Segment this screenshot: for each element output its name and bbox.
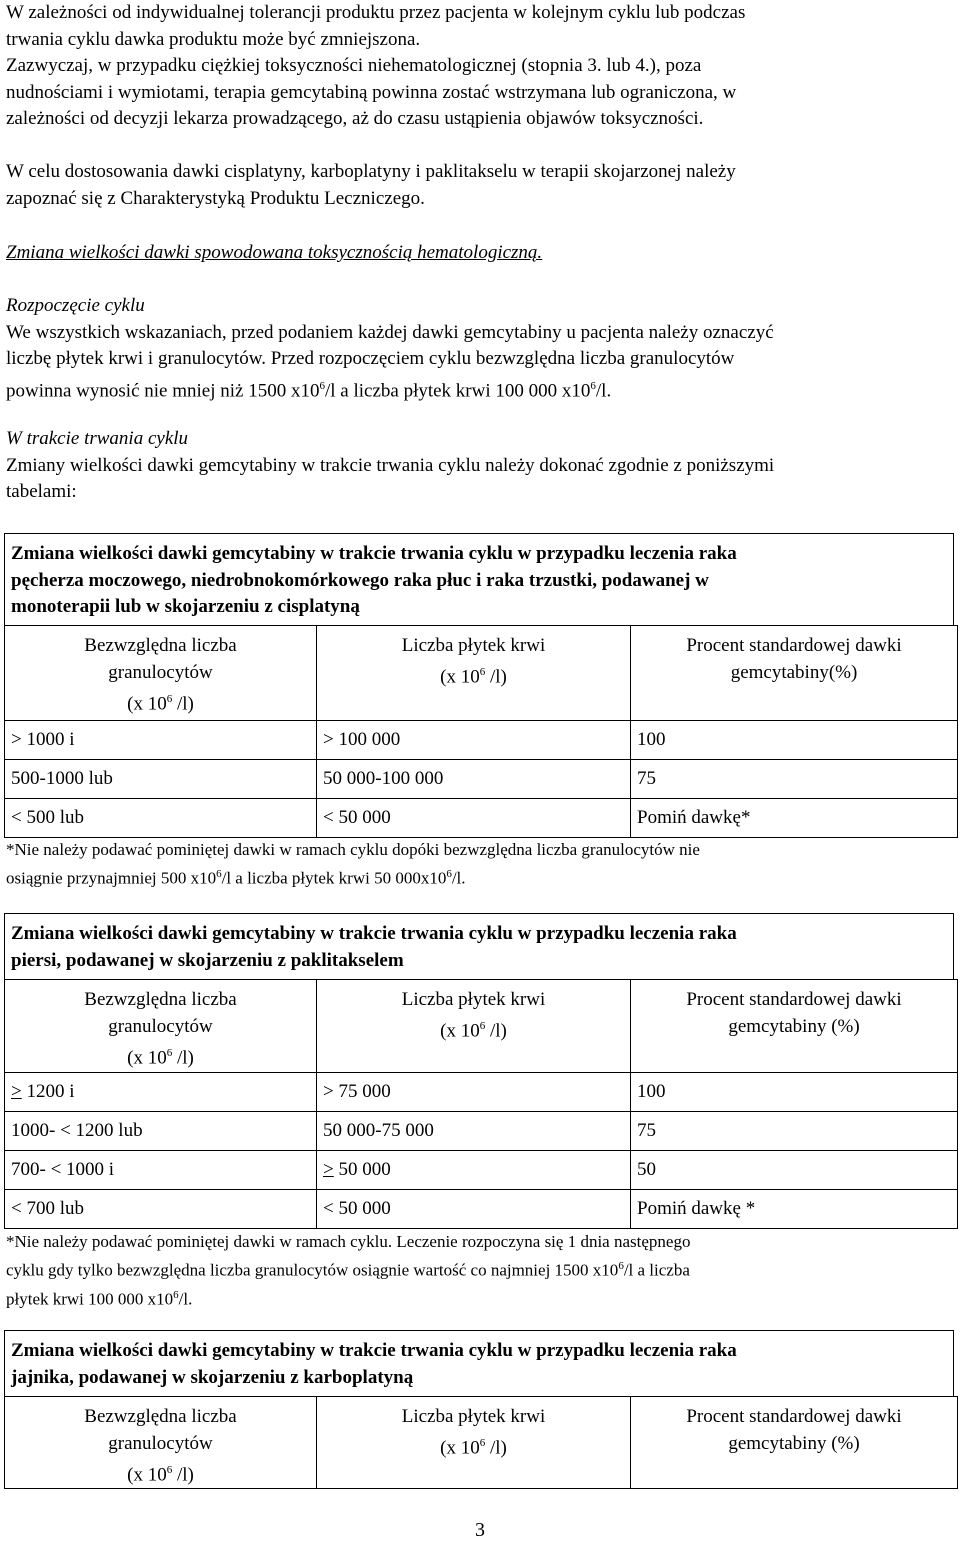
combination-paragraph [6, 159, 956, 212]
text-fragment: powinna wynosić nie mniej niż 1500 x10 [6, 379, 320, 401]
header-line: Liczba płytek krwi [401, 635, 546, 656]
text-line [6, 1283, 956, 1312]
cell-dose-percent: Pomiń dawkę * [631, 1190, 958, 1229]
header-line [323, 1430, 624, 1461]
superscript: 6 [446, 868, 452, 880]
cycle-start-section [6, 293, 956, 404]
text-fragment: /l) [172, 1464, 194, 1486]
header-line: granulocytów [108, 662, 213, 683]
header-line: Liczba płytek krwi [401, 1406, 546, 1427]
text-fragment: 1200 i [21, 1081, 75, 1102]
text-fragment: /l) [485, 1020, 507, 1042]
table2 [4, 979, 958, 1229]
header-line: Liczba płytek krwi [401, 989, 546, 1010]
header-line [11, 1040, 310, 1071]
header-line [323, 659, 624, 690]
cell-dose-percent: 50 [631, 1151, 958, 1190]
cell-platelets: < 50 000 [317, 1190, 631, 1229]
superscript: 6 [618, 1260, 624, 1272]
header-line: gemcytabiny(%) [730, 662, 858, 683]
cell-platelets: 50 000-75 000 [317, 1112, 631, 1151]
text-line: pęcherza moczowego, niedrobnokomórkowego raka płuc i raka trzustki, podawanej w [11, 569, 709, 591]
cell-dose-percent: 75 [631, 760, 958, 799]
header-line: Bezwzględna liczba [84, 635, 237, 656]
text-line: jajnika, podawanej w skojarzeniu z karboplatyną [11, 1366, 414, 1388]
table-row [5, 760, 958, 799]
text-line: Zmiana wielkości dawki gemcytabiny w trakcie trwania cyklu w przypadku leczenia raka [11, 923, 737, 944]
superscript: 6 [479, 1437, 486, 1449]
table-row [5, 1073, 958, 1112]
table1 [4, 625, 958, 838]
header-line [11, 686, 310, 717]
header-platelets [317, 626, 631, 721]
cell-dose-percent: Pomiń dawkę* [631, 799, 958, 838]
text-line [6, 862, 956, 891]
cell-dose-percent: 100 [631, 1073, 958, 1112]
text-line: zapoznać się z Charakterystyką Produktu Leczniczego. [6, 187, 425, 209]
header-line: Procent standardowej dawki [686, 635, 902, 656]
cell-dose-percent: 100 [631, 721, 958, 760]
header-dose-percent [631, 626, 958, 721]
cell-granulocytes [5, 1073, 317, 1112]
header-line: Procent standardowej dawki [686, 1406, 902, 1427]
cell-granulocytes: > 1000 i [5, 721, 317, 760]
cell-granulocytes: < 500 lub [5, 799, 317, 838]
text-line: *Nie należy podawać pominiętej dawki w ramach cyklu dopóki bezwzględna liczba granulocytów nie [6, 840, 700, 859]
during-cycle-section [6, 426, 956, 506]
header-line: granulocytów [108, 1433, 213, 1454]
during-cycle-heading: W trakcie trwania cyklu [6, 428, 189, 449]
table-header-row [5, 980, 958, 1073]
cell-granulocytes: < 700 lub [5, 1190, 317, 1229]
text-line: nudnościami i wymiotami, terapia gemcytabiną powinna zostać wstrzymana lub ograniczona, w [6, 81, 737, 103]
text-line: W zależności od indywidualnej tolerancji produktu przez pacjenta w kolejnym cyklu lub podczas [6, 2, 746, 23]
intro-paragraph [6, 0, 956, 133]
cell-platelets: < 50 000 [317, 799, 631, 838]
table-row [5, 799, 958, 838]
page-number: 3 [475, 1519, 485, 1541]
text-line [6, 1254, 956, 1283]
text-fragment: /l a liczba płytek krwi 50 000x10 [221, 868, 447, 888]
text-line [6, 373, 956, 405]
text-fragment: (x 10 [440, 666, 480, 688]
text-line: Zazwyczaj, w przypadku ciężkiej toksyczności niehematologicznej (stopnia 3. lub 4.), poza [6, 55, 702, 76]
table3 [4, 1396, 958, 1489]
table-row [5, 1151, 958, 1190]
table-row [5, 1190, 958, 1229]
table2-title [4, 913, 954, 980]
text-fragment: (x 10 [440, 1437, 480, 1459]
header-dose-percent [631, 1397, 958, 1489]
superscript: 6 [173, 1288, 179, 1301]
header-granulocytes [5, 980, 317, 1073]
text-line: liczbę płytek krwi i granulocytów. Przed rozpoczęciem cyklu bezwzględna liczba granulocytów [6, 348, 735, 369]
text-line: monoterapii lub w skojarzeniu z cisplatyną [11, 596, 360, 617]
table3-title [4, 1330, 954, 1397]
text-line: We wszystkich wskazaniach, przed podaniem każdej dawki gemcytabiny u pacjenta należy oznaczyć [6, 321, 774, 343]
cell-platelets: > 75 000 [317, 1073, 631, 1112]
header-line: Bezwzględna liczba [84, 989, 237, 1010]
table1-footnote [6, 838, 956, 891]
table2-footnote [6, 1230, 956, 1311]
cell-granulocytes: 1000- < 1200 lub [5, 1112, 317, 1151]
cell-platelets [317, 1151, 631, 1190]
text-fragment: (x 10 [127, 1464, 167, 1486]
header-granulocytes [5, 626, 317, 721]
text-line: trwania cyklu dawka produktu może być zmniejszona. [6, 28, 421, 50]
text-fragment: /l. [178, 1289, 193, 1309]
cell-platelets: 50 000-100 000 [317, 760, 631, 799]
header-line: gemcytabiny (%) [728, 1433, 860, 1454]
superscript: 6 [166, 693, 173, 705]
header-line: Bezwzględna liczba [84, 1406, 237, 1427]
text-line: piersi, podawanej w skojarzeniu z paklitakselem [11, 949, 404, 971]
text-fragment: (x 10 [127, 693, 167, 715]
text-fragment: /l. [451, 868, 466, 888]
cell-granulocytes: 700- < 1000 i [5, 1151, 317, 1190]
text-line: Zmiana wielkości dawki gemcytabiny w trakcie trwania cyklu w przypadku leczenia raka [11, 543, 737, 564]
text-fragment: cyklu gdy tylko bezwzględna liczba granulocytów osiągnie wartość co najmniej 1500 x10 [6, 1260, 619, 1280]
text-fragment: /l. [595, 379, 612, 401]
text-line: zależności od decyzji lekarza prowadzącego, aż do czasu ustąpienia objawów toksyczności. [6, 108, 704, 129]
text-fragment: (x 10 [127, 1047, 167, 1069]
header-line: Procent standardowej dawki [686, 989, 902, 1010]
ge-symbol: > [11, 1081, 22, 1102]
text-line: *Nie należy podawać pominiętej dawki w ramach cyklu. Leczenie rozpoczyna się 1 dnia następnego [6, 1232, 691, 1251]
header-line: granulocytów [108, 1016, 213, 1037]
text-line: Zmiany wielkości dawki gemcytabiny w trakcie trwania cyklu należy dokonać zgodnie z poniższymi [6, 454, 775, 476]
text-fragment: /l) [485, 666, 507, 688]
cell-dose-percent: 75 [631, 1112, 958, 1151]
text-fragment: /l) [172, 693, 194, 715]
hemato-heading: Zmiana wielkości dawki spowodowana toksycznością hematologiczną. [6, 242, 543, 263]
text-fragment: 50 000 [333, 1159, 391, 1180]
superscript: 6 [166, 1464, 173, 1476]
table-header-row [5, 1397, 958, 1489]
table1-title [4, 533, 954, 626]
table-header-row [5, 626, 958, 721]
text-fragment: (x 10 [440, 1020, 480, 1042]
header-platelets [317, 980, 631, 1073]
text-fragment: /l a liczba płytek krwi 100 000 x10 [324, 379, 591, 401]
superscript: 6 [479, 666, 486, 678]
superscript: 6 [319, 379, 325, 392]
header-line [323, 1013, 624, 1044]
cell-platelets: > 100 000 [317, 721, 631, 760]
text-fragment: osiągnie przynajmniej 500 x10 [6, 868, 217, 888]
ge-symbol: > [323, 1159, 334, 1180]
table-row [5, 1112, 958, 1151]
table-row [5, 721, 958, 760]
superscript: 6 [590, 379, 596, 392]
header-dose-percent [631, 980, 958, 1073]
cycle-start-heading: Rozpoczęcie cyklu [6, 295, 145, 316]
text-line: W celu dostosowania dawki cisplatyny, karboplatyny i paklitakselu w terapii skojarzonej należy [6, 161, 736, 182]
header-granulocytes [5, 1397, 317, 1489]
text-fragment: /l a liczba [623, 1260, 690, 1280]
text-fragment: płytek krwi 100 000 x10 [6, 1289, 174, 1309]
text-fragment: /l) [172, 1047, 194, 1069]
header-line: gemcytabiny (%) [728, 1016, 860, 1037]
text-line: tabelami: [6, 481, 77, 502]
header-line [11, 1457, 310, 1488]
header-platelets [317, 1397, 631, 1489]
cell-granulocytes: 500-1000 lub [5, 760, 317, 799]
text-line: Zmiana wielkości dawki gemcytabiny w trakcie trwania cyklu w przypadku leczenia raka [11, 1340, 737, 1361]
superscript: 6 [216, 868, 222, 880]
superscript: 6 [479, 1020, 486, 1032]
text-fragment: /l) [485, 1437, 507, 1459]
superscript: 6 [166, 1047, 173, 1059]
